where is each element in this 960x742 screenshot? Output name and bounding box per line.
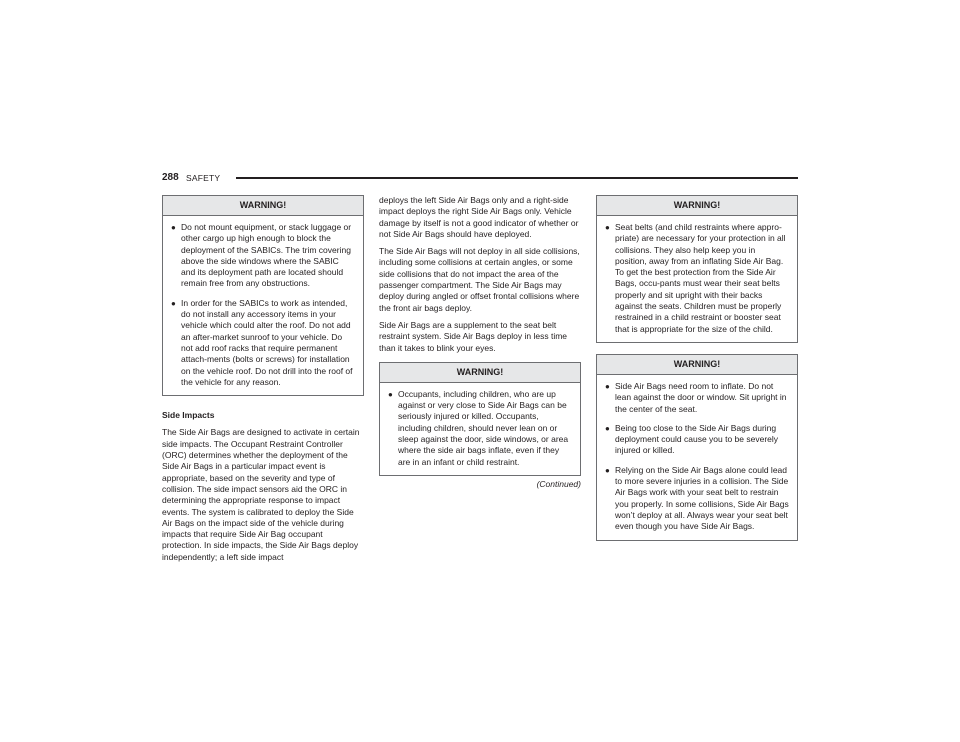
warning-box-occupants [379,362,581,476]
warning-item: ● Relying on the Side Air Bags alone could lead to more severe injuries in a collision. The Side Air Bags work with your seat belt to restrain you properly. In some collisions, Side Air Bags won’t deploy at all. Always wear your seat belt even though you have Side Air Bags. [605,464,789,532]
page-header [162,172,798,184]
warning-item: ● Occupants, including children, who are up against or very close to Side Air Bags can be seriously injured or killed. Occupants, including children, should never lean on or sleep against the door, side windows, or area where the side air bags inflate, even if they are in an infant or child restraint. [388,388,569,467]
warning-box-sabic [162,195,364,396]
bullet-icon: ● [605,223,610,232]
section-title: SAFETY [186,173,221,183]
bullet-icon: ● [605,423,610,433]
warning-list [163,216,363,395]
body-paragraph: The Side Air Bags will not deploy in all side collisions, including some collisions at certain angles, or some side collisions that do not impact the area of the passenger compartment. The Side Air Bags may deploy during angled or offset frontal collisions where the front air bags deploy. [379,246,580,313]
warning-box-seat-belts [596,195,798,343]
warning-box-room-to-inflate [596,354,798,541]
continued-label: (Continued) [536,478,581,489]
bullet-icon: ● [171,223,176,232]
body-paragraph: deploys the left Side Air Bags only and a right-side impact deploys the right Side Air Bags only. Vehicle damage by itself is not a good indicator of whether or not Side Air Bags should have deployed. [379,195,579,239]
warning-title: WARNING! [380,363,580,383]
warning-title: WARNING! [597,196,797,216]
warning-item: ● In order for the SABICs to work as intended, do not install any accessory items in your vehicle which could alter the roof. Do not add an after-market sunroof to your vehicle. Do not add roof racks that require permanent attach-ments (bolts or screws) for installation on the vehicle roof. Do not drill into the roof of the vehicle for any reason. [171,297,353,387]
warning-item: ● Being too close to the Side Air Bags during deployment could cause you to be severely injured or killed. [605,422,779,456]
subheading-side-impacts: Side Impacts [162,410,215,421]
bullet-icon: ● [605,381,610,391]
warning-item: ● Do not mount equipment, or stack luggage or other cargo up high enough to block the deployment of the SABICs. The trim covering above the side windows where the SABIC and its deployment path are located should remain free from any obstructions. [171,222,352,289]
header-rule [236,177,798,179]
column-3 [596,195,798,541]
warning-list [597,216,797,342]
bullet-icon: ● [388,389,393,399]
warning-item: ● Seat belts (and child restraints where appro-priate) are necessary for your protection in all collisions. They also help keep you in position, away from an inflating Side Air Bag. To get the best protection from the Side Air Bags, occu-pants must wear their seat belts properly and sit upright with their backs against the seats. Children must be properly restrained in a child restraint or booster seat that is appropriate for the size of the child. [605,222,786,334]
bullet-icon: ● [171,298,176,308]
column-2 [379,195,581,490]
warning-item: ● Side Air Bags need room to inflate. Do not lean against the door or window. Sit upright in the center of the seat. [605,380,787,414]
warning-title: WARNING! [597,355,797,375]
body-paragraph: Side Air Bags are a supplement to the seat belt restraint system. Side Air Bags deploy in less time than it takes to blink your eyes. [379,319,568,353]
warning-list [380,383,580,475]
warning-list [597,375,797,540]
bullet-icon: ● [605,465,610,475]
page-number: 288 [162,172,179,183]
warning-title: WARNING! [163,196,363,216]
column-1 [162,195,364,569]
body-paragraph: The Side Air Bags are designed to activate in certain side impacts. The Occupant Restraint Controller (ORC) determines whether the deployment of the Side Air Bags in a particular impact event is appropriate, based on the severity and type of collision. The side impact sensors aid the ORC in determining the appropriate response to impact events. The system is calibrated to deploy the Side Air Bags on the impact side of the vehicle during impacts that require Side Air Bag occupant protection. In side impacts, the Side Air Bags deploy independently; a left side impact [162,427,360,562]
